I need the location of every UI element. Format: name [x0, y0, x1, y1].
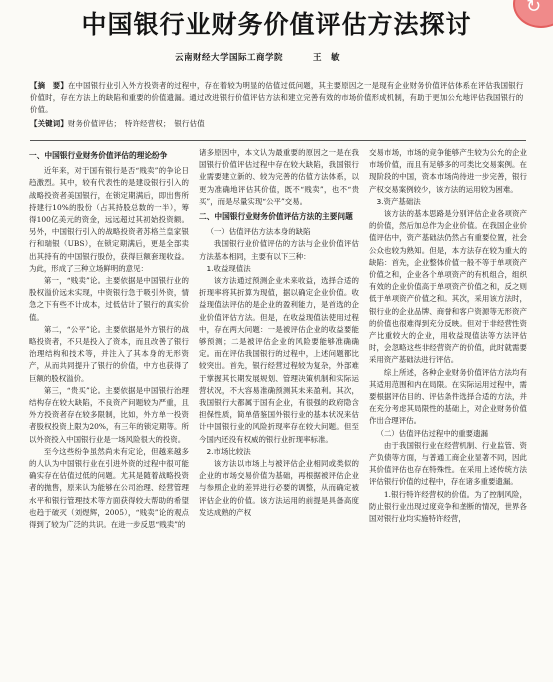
body-column-1: [29, 147, 189, 531]
author-name: 王 敏: [313, 53, 341, 63]
body-paragraph: 第一，“贱卖”论。主要依据是中国银行业的股权溢价远未实现，中资银行急于吸引外资，情急之下有些不计成本，过低估计了银行的真实价值。: [29, 276, 189, 322]
keywords-label: 【关键词】: [30, 119, 68, 128]
abstract-block: [30, 80, 526, 130]
body-paragraph: 该方法的基本思路是分别评估企业各项资产的价值，然后加总作为企业价值。在我国企业价值评估中，资产基础法仍然占有重要位置，社会公众也较为熟知。但是，本方法存在较为重大的缺陷：首先，企业整体价值一般不等于单项资产价值之和，企业各个单项资产的有机组合，组织有效的企业价值高于单项资产价值之和，反之则低于单项资产价值之和。其次，采用该方法时，银行业的企业品牌、商誉和客户资源等无形资产的价值也很难得到充分反映。但对于非经营性资产比重较大的企业，用收益现值法等方法评估时，会忽略这些非经营资产的价值，此时就需要采用资产基础法进行评估。: [369, 209, 527, 365]
subsection-heading: （二）估值评估过程中的重要遗漏: [376, 428, 488, 438]
section-heading-2: 二、中国银行业财务价值评估方法的主要问题: [199, 212, 353, 222]
body-paragraph: 该方法以市场上与被评估企业相同或类似的企业的市场交易价值为基础，再根据被评估企业与参照企业的差异进行必要的调整，从而确定被评估企业的价值。该方法运用的前提是具备高度发达成熟的产权: [199, 459, 359, 517]
abstract-paragraph: [30, 80, 526, 116]
body-paragraph: 第三，“贵买”论。主要依据是中国银行治理结构存在较大缺陷，不良资产问题较为严重，且外方投资者存在较多限制，比如，外方单一投资者股权投资上限为20%，有三年的锁定期等。所以外资投入中国银行业是一场风险很大的投资。: [29, 385, 189, 444]
body-paragraph: 1.银行特许经营权的价值。为了控制风险，防止银行业出现过度竞争和垄断的情况，世界各国对银行业均实施特许经营，: [369, 489, 527, 524]
abstract-text: 在中国银行业引入外方投资者的过程中，存在着较为明显的估值过低问题，其主要原因之一是现有企业财务价值评估体系在评估我国银行价值时，存在方法上的缺陷和重要的价值遗漏。通过改进银行价值评估方法和建立完善有效的市场价值形成机制，有助于更加公允地评估我国银行的价值。: [30, 81, 524, 114]
body-paragraph: 我国银行业价值评估的方法与企业价值评估方法基本相同，主要有以下三种：: [199, 239, 359, 261]
body-paragraph: 诸多原因中，本文认为最重要的原因之一是在我国银行价值评估过程中存在较大缺陷，我国银行业需要建立新的、较为完善的估值方法体系，以更为准确地评估其价值，既不“贱卖”，也不“贵买”，而是尽量实现“公平”交易。: [199, 148, 359, 206]
body-paragraph: 至今这些纷争虽然尚未有定论，但越来越多的人认为中国银行业在引进外资的过程中很可能确实存在估值过低的问题。尤其是随着战略投资者的抛售，原来认为能够在公司治理、经营管理水平和银行管理技术等方面获得较大帮助的希望也趋于破灭（刘煜辉，2005），“贱卖”论的观点得到了较为广泛的共识。在进一步反思“贱卖”的: [29, 446, 189, 530]
author-affiliation: 云南财经大学国际工商学院: [175, 53, 284, 63]
subsection-heading: 2.市场比较法: [206, 446, 251, 456]
body-paragraph: 第二，“公平”论。主要依据是外方银行的战略投资者，不只是投入了资本，而且改善了银行治理结构和技术等，并注入了其本身的无形资产，从而共同提升了银行的价值，中方也获得了巨额的股权溢价。: [29, 324, 189, 383]
body-paragraph: 综上所述，各种企业财务价值评估方法均有其适用范围和内在局限。在实际运用过程中，需要根据评估目的、评估条件选择合适的方法，并在充分考虑其局限性的基础上，对企业财务价值作出合理评估。: [369, 367, 527, 426]
body-paragraph: 由于我国银行业在经营机制、行业监管、资产负债等方面，与普通工商企业显著不同，因此其价值评估也存在特殊性。在采用上述传统方法评估银行价值的过程中，存在诸多重要遗漏。: [369, 440, 527, 487]
author-line: [175, 53, 340, 64]
subsection-heading: （一）估值评估方法本身的缺陷: [206, 227, 311, 237]
keywords-line: [30, 118, 526, 130]
body-column-3: [369, 147, 527, 525]
header-divider: [30, 140, 526, 141]
subsection-heading: 1.收益现值法: [206, 263, 251, 273]
body-paragraph: 该方法通过预测企业未来收益，选择合适的折现率将其折算为现值，据以确定企业价值。收益现值法评估的是企业的盈利能力，是首选的企业价值评估方法。但是，在收益现值法使用过程中，存在两大问题：一是被评估企业的收益要能够预测；二是被评估企业的风险要能够准确确定。而在评估我国银行的过程中，上述问题都比较突出。首先，银行经营过程较为复杂，外部难于掌握其长期发展规划、管理决策机制和实际运营状况，不大容易准确预测其未来盈利。其次，我国银行大都属于国有企业，有很强的政府隐含担保性质，简单借鉴国外银行业的基本状况来估计中国银行业的风险折现率存在较大问题。但至今国内还没有权威的银行业折现率标准。: [199, 276, 359, 444]
subsection-heading: 3.资产基础法: [376, 196, 421, 206]
body-paragraph: 近年来，对于国有银行是否“贱卖”的争论日趋激烈。其中，较有代表性的是建设银行引入的战略投资者美国银行，在锁定期满后，即出售所持建行10%的股份（占其持股总数的一半），筹得100亿美元的资金，远远超过其初始投资额。另外，中国银行引入的战略投资者苏格兰皇家银行和瑞银（UBS），在锁定期满后，更是全部卖出其持有的中国银行股份，获得巨额套现收益。为此，形成了三种立场鲜明的意见：: [29, 166, 189, 273]
abstract-label: 【摘 要】: [30, 81, 68, 90]
keywords-text: 财务价值评估； 特许经营权； 银行估值: [67, 119, 205, 128]
paper-title: 中国银行业财务价值评估方法探讨: [81, 10, 472, 39]
section-heading-1: 一、中国银行业财务价值评估的理论纷争: [29, 151, 168, 160]
body-paragraph: 交易市场，市场的竞争能够产生较为公允的企业市场价值，而且有足够多的可类比交易案例。在现阶段的中国，资本市场尚待进一步完善，银行产权交易案例较少，该方法的运用较为困难。: [369, 148, 527, 194]
body-column-2: [199, 147, 359, 519]
